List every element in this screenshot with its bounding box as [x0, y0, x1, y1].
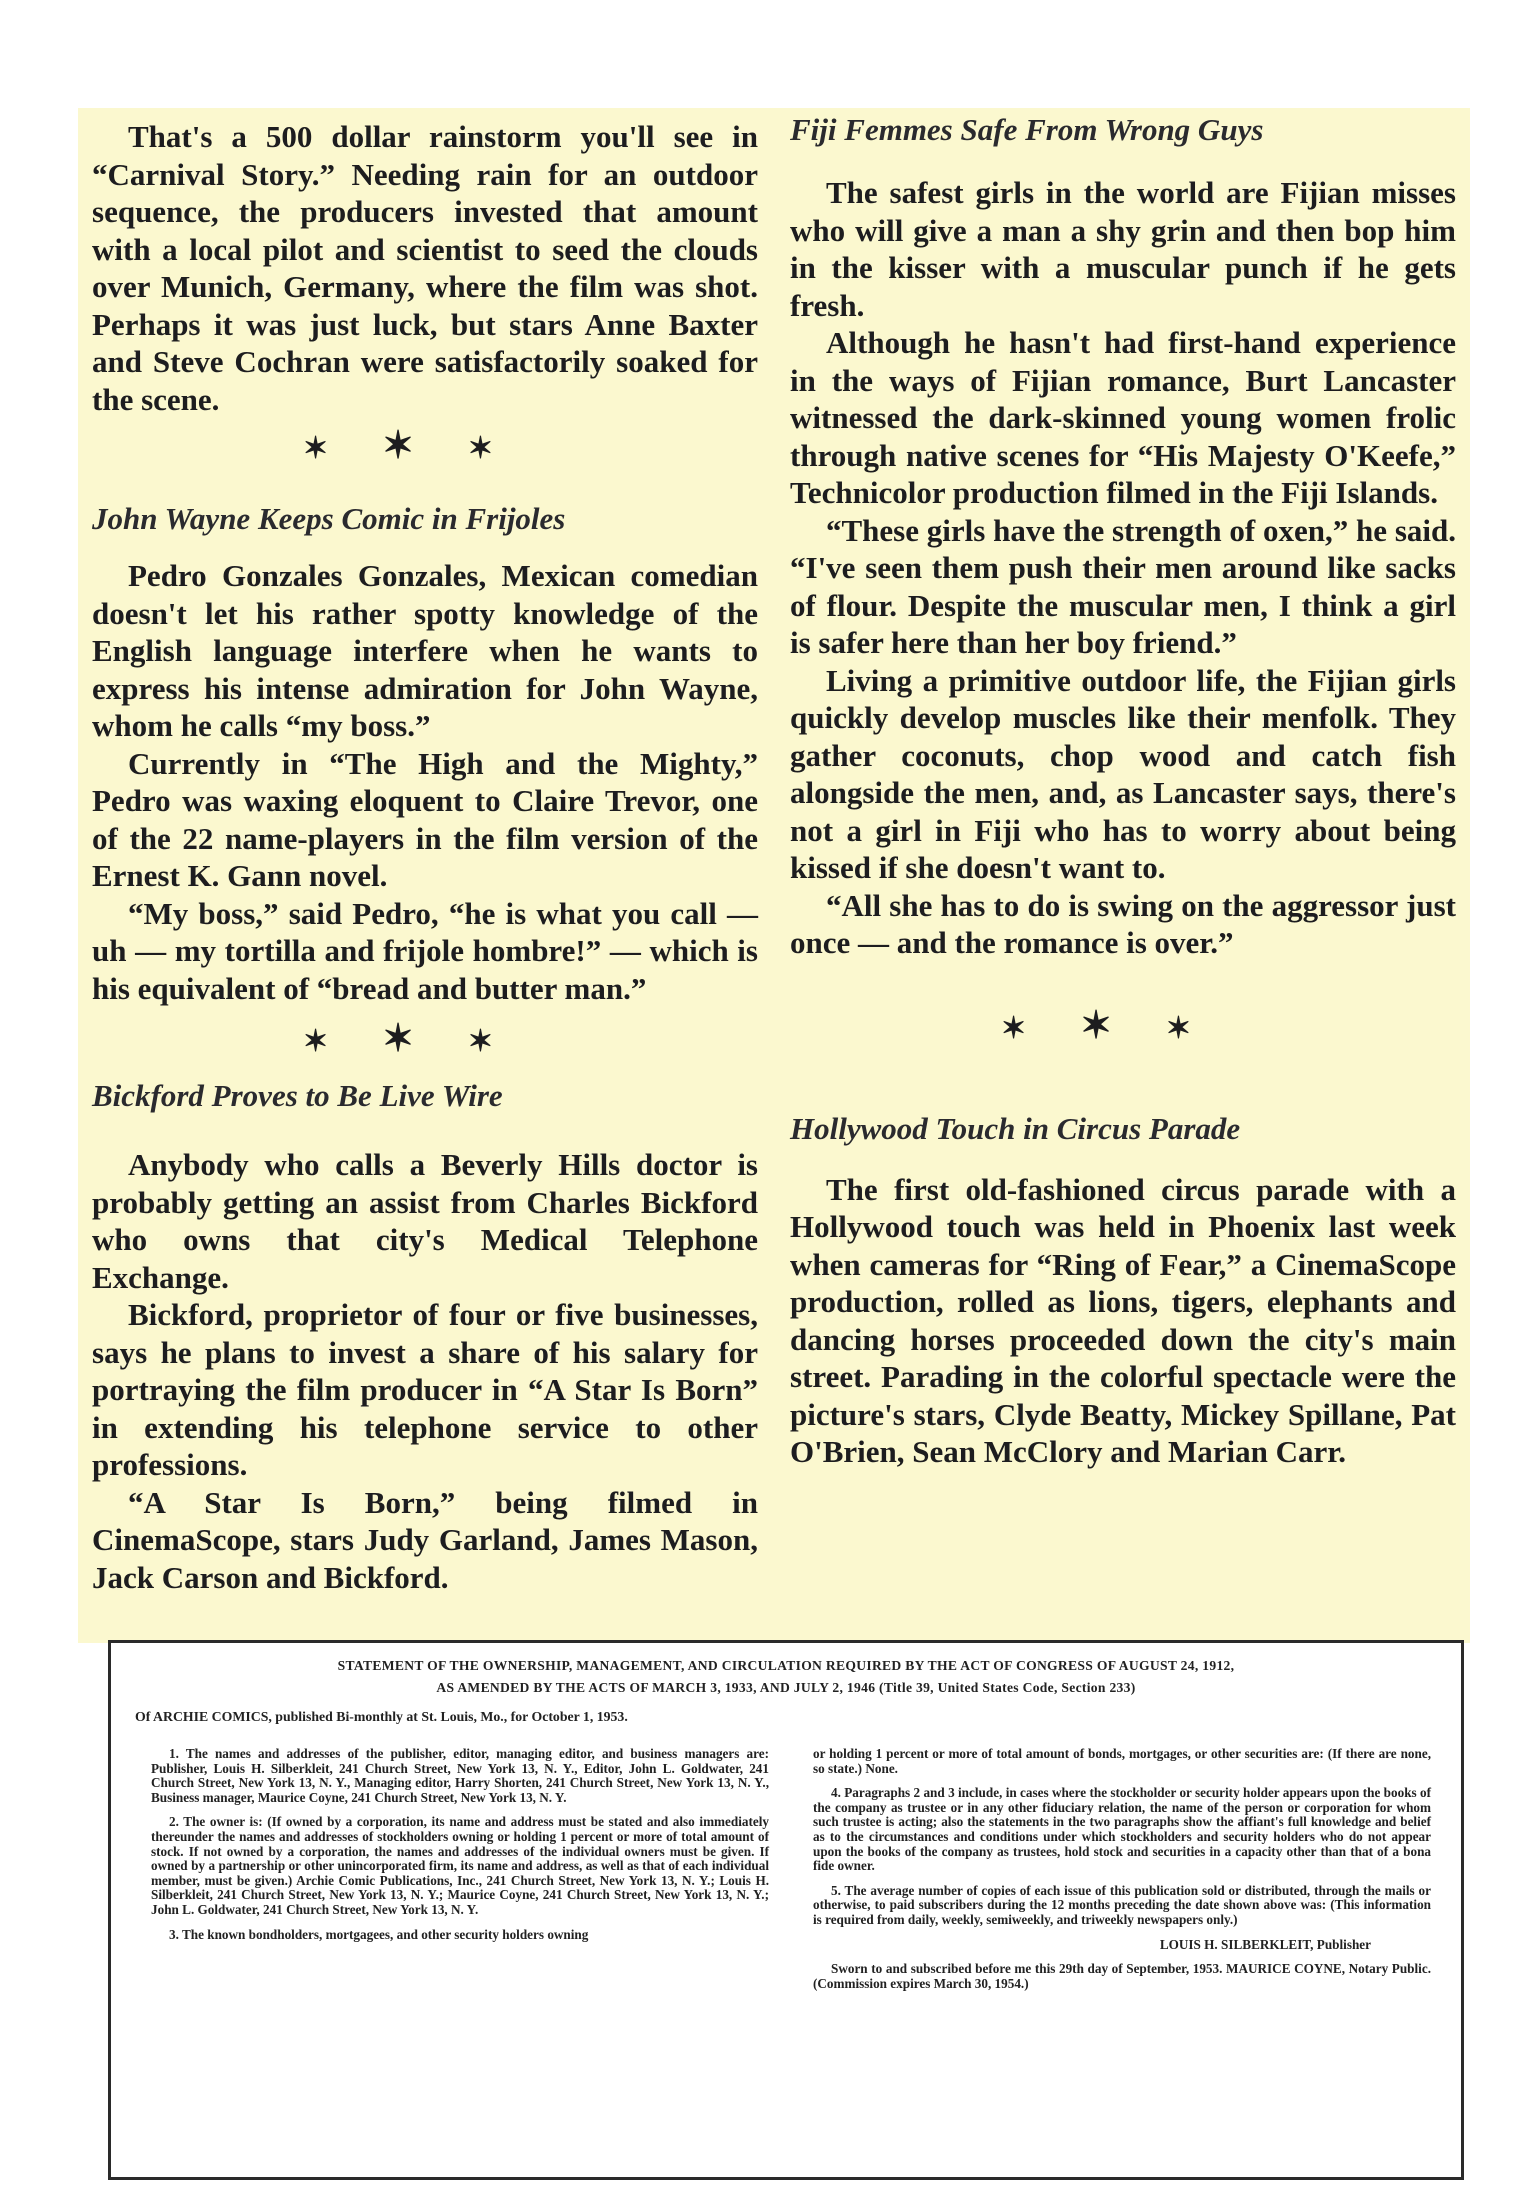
bickford-headline: Bickford Proves to Be Live Wire [92, 1078, 503, 1113]
wayne-paragraph: “My boss,” said Pedro, “he is what you call — uh — my tortilla and frijole hombre!” — which is his equivalent of “bread and butter man.” [92, 895, 758, 1006]
bickford-paragraph: Anybody who calls a Beverly Hills doctor is probably getting an assist from Charles Bickford who owns that city's Medical Telephone Exchange. [92, 1147, 758, 1295]
wayne-headline: John Wayne Keeps Comic in Frijoles [92, 501, 566, 536]
ownership-statement-box [108, 1640, 1464, 2180]
star-icon: ✶ [467, 432, 548, 465]
statement-item: 3. The known bondholders, mortgagees, and other security holders owning [169, 1926, 589, 1942]
statement-item: 2. The owner is: (If owned by a corporation, its name and address must be stated and also immediately thereunder the names and addresses of stockholders owning or holding 1 percent or more of total amount of stock. If not owned by a corporation, the names and addresses of the individual owners must be given. If owned by a partnership or other unincorporated firm, its name and address, as well as that of each individual member, must be given.) Archie Comic Publications, Inc., 241 Church Street, New York 13, N. Y.; Louis H. Silberkleit, 241 Church Street, New York 13, N. Y.; Maurice Coyne, 241 Church Street, New York 13, N. Y.; John L. Goldwater, 241 Church Street, New York 13, N. Y. [151, 1814, 769, 1917]
statement-title: STATEMENT OF THE OWNERSHIP, MANAGEMENT, AND CIRCULATION REQUIRED BY THE ACT OF CONGRESS OF AUGUST 24, 1912, [337, 1658, 1235, 1673]
rain-story: That's a 500 dollar rainstorm you'll see in “Carnival Story.” Needing rain for an outdoor sequence, the producers invested that amount with a local pilot and scientist to seed the clouds over Munich, Germany, where the film was shot. Perhaps it was just luck, but stars Anne Baxter and Steve Cochran were satisfactorily soaked for the scene. [92, 119, 758, 417]
fiji-headline: Fiji Femmes Safe From Wrong Guys [790, 112, 1264, 147]
statement-subtitle: AS AMENDED BY THE ACTS OF MARCH 3, 1933, AND JULY 2, 1946 (Title 39, United States Code, Section 233) [436, 1680, 1136, 1695]
fiji-paragraph: “These girls have the strength of oxen,” he said. “I've seen them push their men around like sacks of flour. Despite the muscular men, I think a girl is safer here than her boy friend.” [790, 512, 1456, 660]
star-separator [790, 1006, 1456, 1049]
notary-line: Sworn to and subscribed before me this 29th day of September, 1953. MAURICE COYNE, Notary Public. (Commission expires March 30, 1954.) [813, 1961, 1431, 1991]
statement-item: 4. Paragraphs 2 and 3 include, in cases where the stockholder or security holder appears upon the books of the company as trustee or in any other fiduciary relation, the name of the person or corporation for whom such trustee is acting; also the statements in the two paragraphs show the affiant's full knowledge and belief as to the circumstances and conditions under which stockholders and security holders who do not appear upon the books of the company as trustees, hold stock and securities in a capacity other than that of a bona fide owner. [813, 1785, 1431, 1874]
circus-headline: Hollywood Touch in Circus Parade [790, 1110, 1241, 1146]
statement-item: or holding 1 percent or more of total amount of bonds, mortgages, or other securities are: (If there are none, so state.) None. [813, 1746, 1431, 1776]
left-column [92, 118, 758, 1596]
wayne-paragraph: Pedro Gonzales Gonzales, Mexican comedian doesn't let his rather spotty knowledge of the English language interfere when he wants to express his intense admiration for John Wayne, whom he calls “my boss.” [92, 558, 758, 743]
star-separator [92, 1019, 758, 1062]
statement-item: 1. The names and addresses of the publisher, editor, managing editor, and business managers are: Publisher, Louis H. Silberkleit, 241 Church Street, New York 13, N. Y., Editor, John L. Goldwater, 241 Church Street, New York 13, N. Y., Managing editor, Harry Shorten, 241 Church Street, New York 13, N. Y., Business manager, Maurice Coyne, 241 Church Street, New York 13, N. Y. [151, 1746, 769, 1805]
statement-item: 5. The average number of copies of each issue of this publication sold or distributed, through the mails or otherwise, to paid subscribers during the 12 months preceding the date shown above was: (This information is required from daily, weekly, semiweekly, and triweekly newspapers only.) [813, 1882, 1431, 1927]
bickford-paragraph: Bickford, proprietor of four or five businesses, says he plans to invest a share of his salary for portraying the film producer in “A Star Is Born” in extending his telephone service to other professions. [92, 1297, 758, 1482]
fiji-paragraph: “All she has to do is swing on the aggressor just once — and the romance is over.” [790, 887, 1456, 960]
statement-right-column [813, 1747, 1431, 2001]
star-icon: ✶ [302, 1025, 383, 1058]
wayne-paragraph: Currently in “The High and the Mighty,” Pedro was waxing eloquent to Claire Trevor, one of the 22 name-players in the film version of the Ernest K. Gann novel. [92, 745, 758, 893]
star-icon: ✶ [1080, 1004, 1166, 1047]
fiji-paragraph: Living a primitive outdoor life, the Fijian girls quickly develop muscles like their menfolk. They gather coconuts, chop wood and catch fish alongside the men, and, as Lancaster says, there's not a girl in Fiji who has to worry about being kissed if she doesn't want to. [790, 662, 1456, 885]
fiji-paragraph: The safest girls in the world are Fijian misses who will give a man a shy grin and then bop him in the kisser with a muscular punch if he gets fresh. [790, 175, 1456, 323]
statement-left-column [151, 1747, 769, 2001]
star-separator [92, 426, 758, 469]
star-icon: ✶ [382, 425, 468, 467]
circus-paragraph: The first old-fashioned circus parade with a Hollywood touch was held in Phoenix last week when cameras for “Ring of Fear,” a CinemaScope production, rolled as lions, tigers, elephants and dancing horses proceeded down the city's main street. Parading in the colorful spectacle were the picture's stars, Clyde Beatty, Mickey Spillane, Pat O'Brien, Sean McClory and Marian Carr. [790, 1171, 1456, 1469]
star-icon: ✶ [1165, 1011, 1246, 1045]
statement-publication-line: Of ARCHIE COMICS, published Bi-monthly at St. Louis, Mo., for October 1, 1953. [135, 1709, 628, 1724]
star-icon: ✶ [1000, 1011, 1081, 1045]
statement-columns [151, 1747, 1431, 2001]
right-column [790, 112, 1456, 1471]
publisher-signature: LOUIS H. SILBERKLEIT, Publisher [1159, 1936, 1371, 1952]
fiji-paragraph: Although he hasn't had first-hand experience in the ways of Fijian romance, Burt Lancaster witnessed the dark-skinned young women frolic through native scenes for “His Majesty O'Keefe,” Technicolor production filmed in the Fiji Islands. [790, 325, 1456, 510]
star-icon: ✶ [382, 1018, 468, 1060]
star-icon: ✶ [302, 432, 383, 465]
star-icon: ✶ [467, 1025, 548, 1058]
bickford-paragraph: “A Star Is Born,” being filmed in CinemaScope, stars Judy Garland, James Mason, Jack Carson and Bickford. [92, 1484, 758, 1595]
